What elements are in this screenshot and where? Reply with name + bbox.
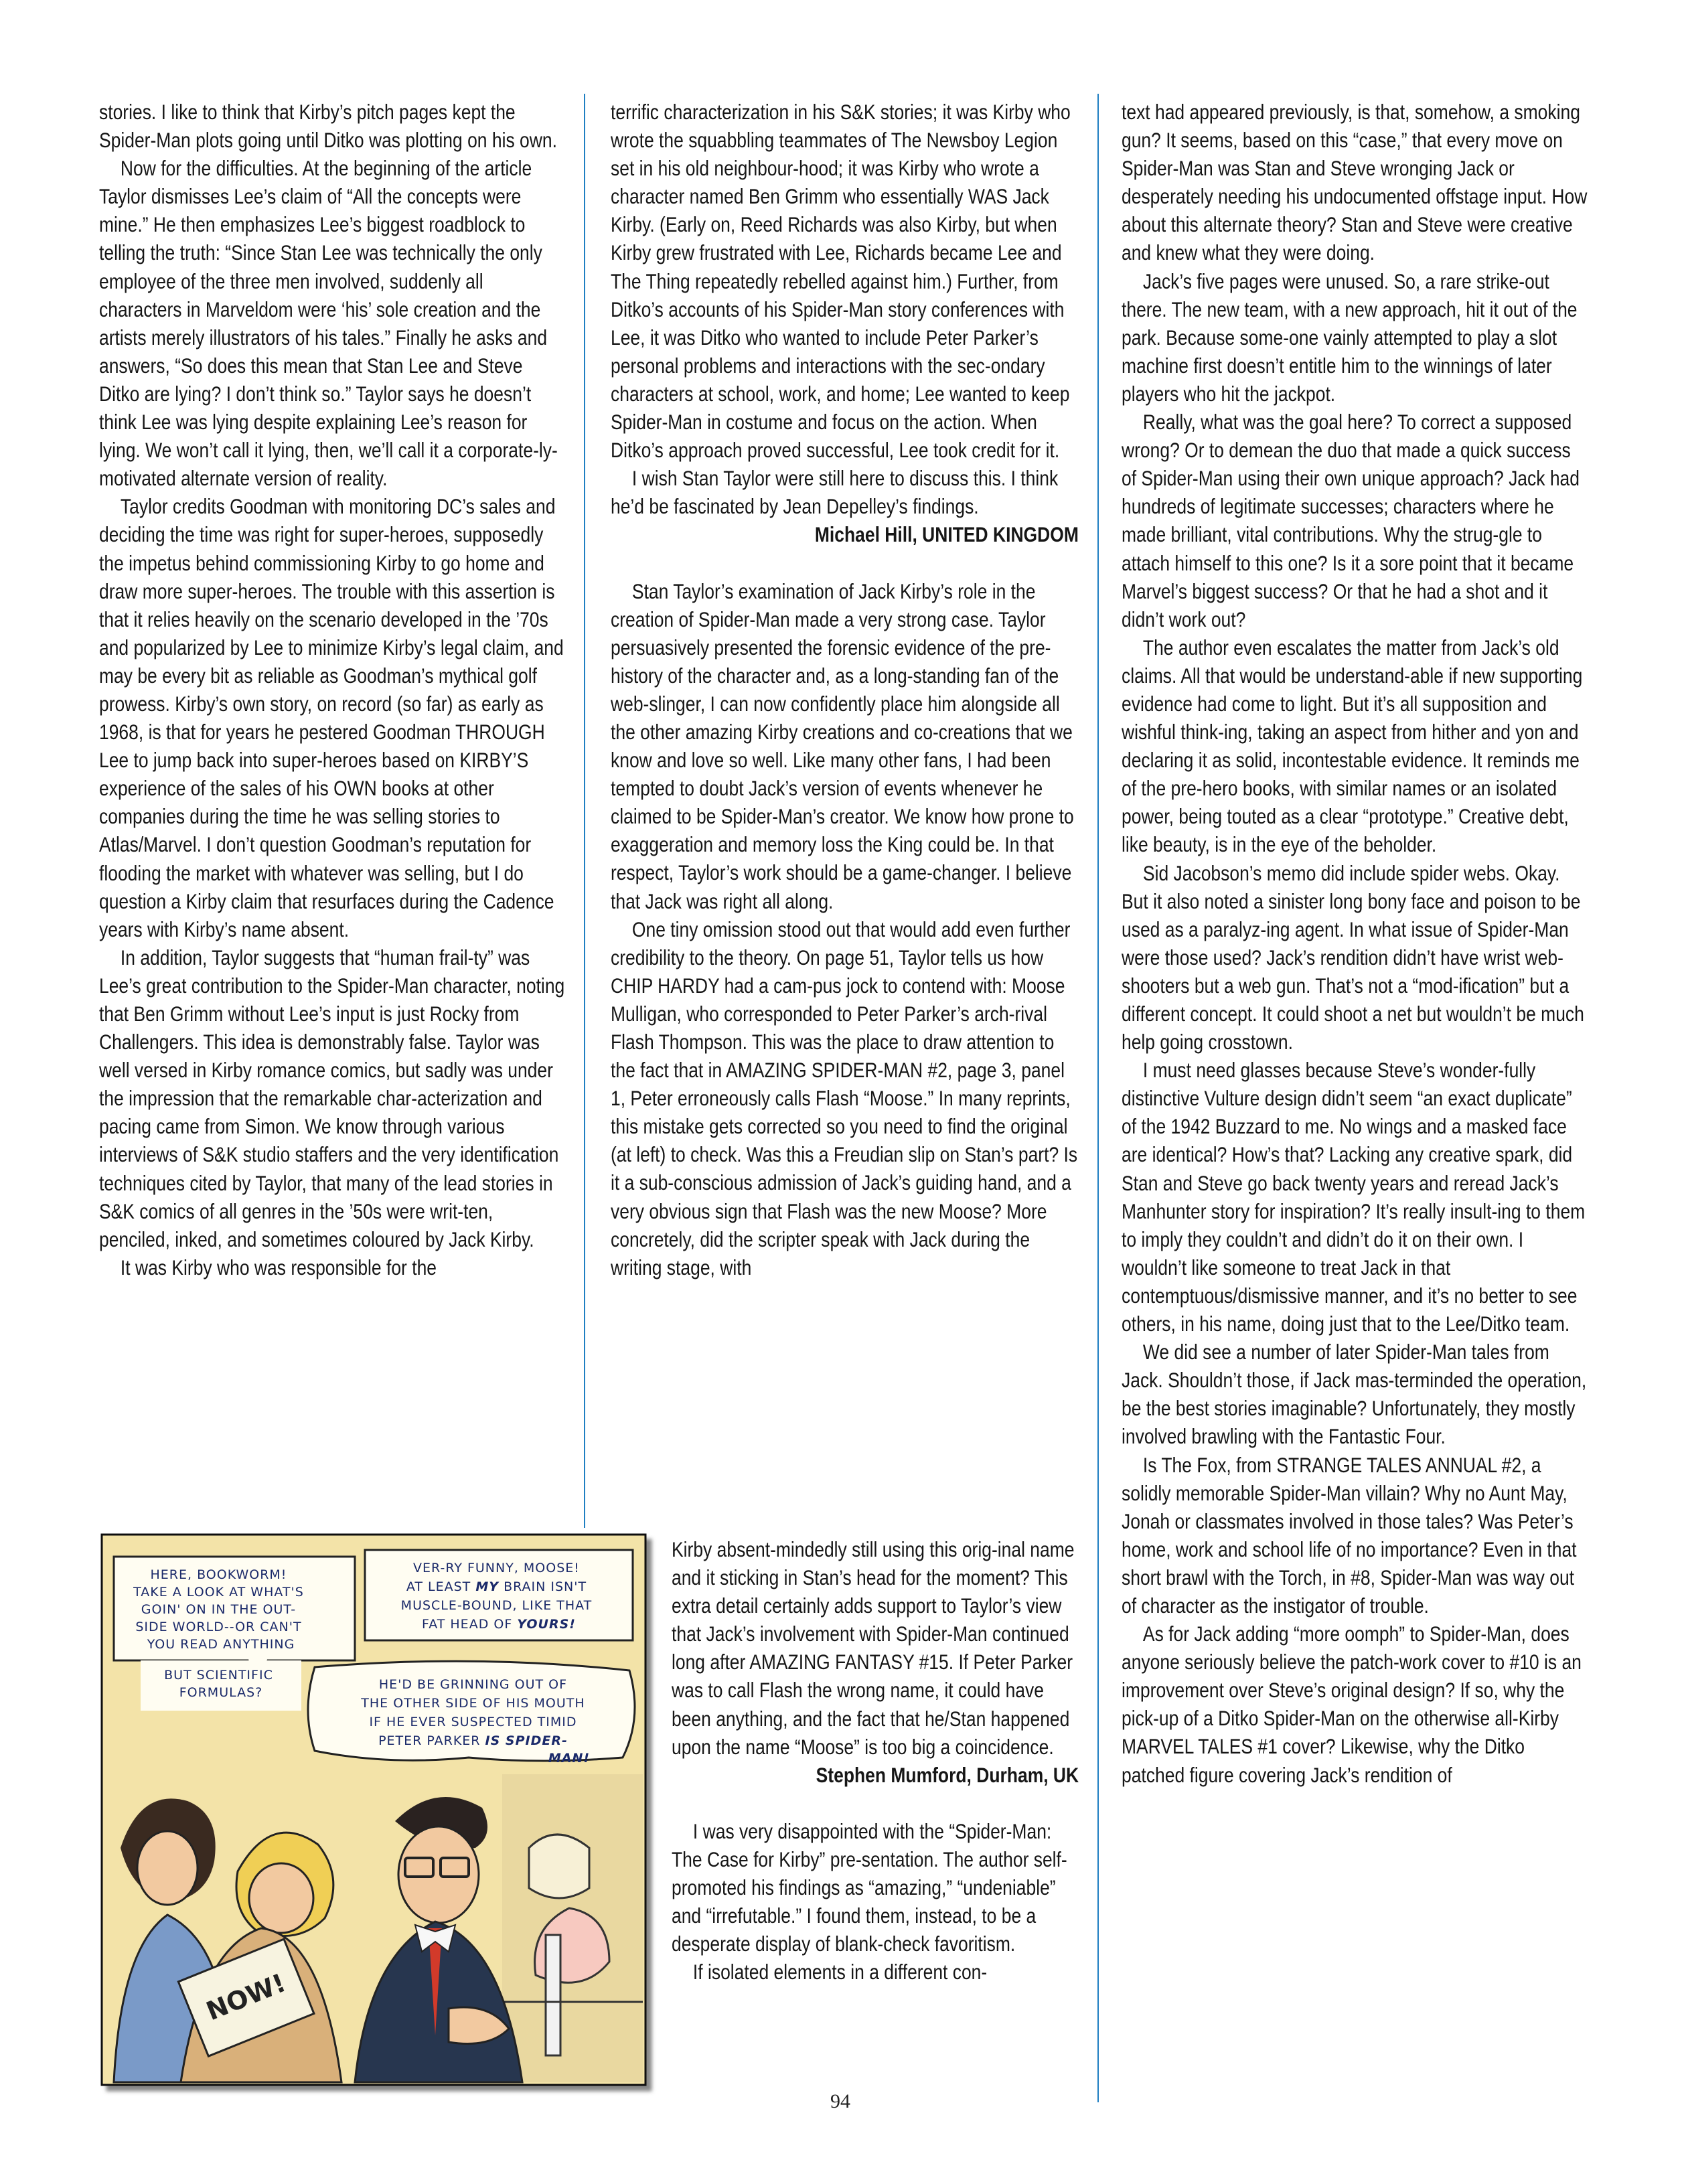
paragraph: Sid Jacobson’s memo did include spider webs. Okay. But it also noted a sinister long bony face and poison to be used as a paralyz-ing agent. In what issue of Spider-Man were those used? Jack’s rendition didn’t have wrist web-shooters but a web gun. That’s not a “mod-ification” but a different concept. It could shoot a net but wouldn’t be much help going crosstown. bbox=[1122, 860, 1584, 1055]
comic-panel-image bbox=[100, 1533, 663, 2102]
letter-signature: Stephen Mumford, Durham, UK bbox=[816, 1762, 1079, 1787]
text-column-2-wrap bbox=[672, 1535, 1079, 1986]
paragraph: Stan Taylor’s examination of Jack Kirby’s role in the creation of Spider-Man made a very strong case. Taylor persuasively presented the forensic evidence of the pre-history of the character and, as a long-standing fan of the web-slinger, I can now confidently place him alongside all the other amazing Kirby creations and co-creations that we know and love so well. Like many other fans, I had been tempted to doubt Jack’s version of events whenever he claimed to be Spider-Man’s creator. We know how prone to exaggeration and memory loss the King could be. In that respect, Taylor’s work should be a game-changer. I believe that Jack was right all along. bbox=[611, 578, 1074, 913]
text-column-1 bbox=[99, 98, 566, 1281]
balloon-1-text: HERE, BOOKWORM! TAKE A LOOK AT WHAT'S GOIN' ON IN THE OUT- SIDE WORLD--OR CAN'T YOU READ ANYTHING bbox=[133, 1567, 304, 1652]
balloon-2-text: VER-RY FUNNY, MOOSE! AT LEAST MY BRAIN ISN'T MUSCLE-BOUND, LIKE THAT FAT HEAD OF YOURS! bbox=[400, 1561, 593, 1632]
paragraph: Is The Fox, from STRANGE TALES ANNUAL #2, a solidly memorable Spider-Man villain? Why no Aunt May, Jonah or classmates involved in those tales? Was Peter’s home, work and school life of no importance? Even in that short brawl with the Torch, in #8, Spider-Man was way out of character as the instigator of trouble. bbox=[1122, 1452, 1577, 1618]
paragraph: Taylor credits Goodman with monitoring DC’s sales and deciding the time was right for super-heroes, supposedly the impetus behind commissioning Kirby to go home and draw more super-heroes. The trouble with this assertion is that it relies heavily on the scenario developed in the ’70s and popularized by Lee to minimize Kirby’s legal claim, and may be every bit as reliable as Goodman’s mythical golf prowess. Kirby’s own story, on record (so far) as early as 1968, is that for years he pestered Goodman THROUGH Lee to jump back into super-heroes based on KIRBY’S experience of the sales of his OWN books at other companies during the time he was selling stories to Atlas/Marvel. I don’t question Goodman’s reputation for flooding the market with whatever was selling, but I do question a Kirby claim that resurfaces during the Cadence years with Kirby’s name absent. bbox=[99, 494, 564, 941]
paragraph: Kirby absent-mindedly still using this orig-inal name and it sticking in Stan’s head for the moment? This extra detail certainly adds support to Taylor’s view that Jack’s involvement with Spider-Man continued long after AMAZING FANTASY #15. If Peter Parker was to call Flash the wrong name, it could have been anything, and the fact that he/Stan happened upon the name “Moose” is too big a coincidence. bbox=[672, 1537, 1075, 1759]
paragraph: We did see a number of later Spider-Man tales from Jack. Shouldn’t those, if Jack mas-terminded the operation, be the best stories imaginable? Unfortunately, they mostly involved brawling with the Fantastic Four. bbox=[1122, 1340, 1587, 1449]
paragraph: It was Kirby who was responsible for the bbox=[120, 1255, 437, 1279]
paragraph: As for Jack adding “more oomph” to Spider-Man, does anyone seriously believe the patch-work cover to #10 is an improvement over Steve’s original design? If so, why the pick-up of a Ditko Spider-Man on the otherwise all-Kirby MARVEL TALES #1 cover? Likewise, why the Ditko patched figure covering Jack’s rendition of bbox=[1122, 1622, 1582, 1787]
paragraph: text had appeared previously, is that, somehow, a smoking gun? It seems, based on this “case,” that every move on Spider-Man was Stan and Steve wronging Jack or desperately needing his undocumented offstage input. How about this alternate theory? Stan and Steve were creative and knew what they were doing. bbox=[1122, 100, 1588, 265]
paragraph: In addition, Taylor suggests that “human frail-ty” was Lee’s great contribution to the Spider-Man character, noting that Ben Grimm without Lee’s input is just Rocky from Challengers. This idea is demonstrably false. Taylor was well versed in Kirby romance comics, but sadly was under the impression that the remarkable char-acterization and pacing came from Simon. We know through various interviews of S&K studio staffers and the very identification techniques cited by Taylor, that many of the lead stories in S&K comics of all genres in the ’50s were writ-ten, penciled, inked, and sometimes coloured by Jack Kirby. bbox=[99, 945, 565, 1251]
paragraph: Really, what was the goal here? To correct a supposed wrong? Or to demean the duo that made a quick success of Spider-Man using their own unique approach? Jack had hundreds of legitimate successes; characters where he made brilliant, vital contributions. Why the strug-gle to attach himself to this one? Is it a sore point that it became Marvel’s biggest success? Or that he had a shot and it didn’t work out? bbox=[1122, 410, 1580, 631]
balloon-1-text-lower: BUT SCIENTIFIC FORMULAS? bbox=[164, 1668, 273, 1700]
paragraph: If isolated elements in a different con- bbox=[692, 1960, 988, 1984]
letter-signature: Michael Hill, UNITED KINGDOM bbox=[814, 522, 1079, 547]
column-rule-right bbox=[1097, 94, 1099, 2102]
page-number: 94 bbox=[830, 2090, 850, 2112]
balloon-3-text: HE'D BE GRINNING OUT OF THE OTHER SIDE OF HIS MOUTH IF HE EVER SUSPECTED TIMID PETER PARKER IS SPIDER- MAN! bbox=[361, 1677, 591, 1766]
paragraph: stories. I like to think that Kirby’s pitch pages kept the Spider-Man plots going until Ditko was plotting on his own. bbox=[99, 100, 557, 153]
text-column-2 bbox=[611, 98, 1079, 1281]
paragraph: One tiny omission stood out that would add even further credibility to the theory. On page 51, Taylor tells us how CHIP HARDY had a cam-pus jock to contend with: Moose Mulligan, who corresponded to Peter Parker’s arch-rival Flash Thompson. This was the place to draw attention to the fact that in AMAZING SPIDER-MAN #2, page 3, panel 1, Peter erroneously calls Flash “Moose.” In many reprints, this mistake gets corrected so you need to find the original (at left) to check. Was this a Freudian slip on Stan’s part? Is it a sub-conscious admission of Jack’s guiding hand, and a very obvious sign that Flash was the new Moose? More concretely, did the scripter speak with Jack during the writing stage, with bbox=[611, 917, 1078, 1279]
paragraph: Jack’s five pages were unused. So, a rare strike-out there. The new team, with a new approach, hit it out of the park. Because some-one vainly attempted to play a slot machine first doesn’t entitle him to the winnings of later players who hit the jackpot. bbox=[1122, 268, 1578, 406]
magazine-title: NOW! bbox=[202, 1968, 290, 2027]
paragraph: Now for the difficulties. At the beginning of the article Taylor dismisses Lee’s claim of “All the concepts were mine.” He then emphasizes Lee’s biggest roadblock to telling the truth: “Since Stan Lee was technically the only employee of the three men involved, suddenly all characters in Marveldom were ‘his’ sole creation and the artists merely illustrators of his tales.” Finally he asks and answers, “So does this mean that Stan Lee and Steve Ditko are lying? I don’t think so.” Taylor says he doesn’t think Lee was lying despite explaining Lee’s reason for lying. We won’t call it lying, then, we’ll call it a corporate-ly-motivated alternate version of reality. bbox=[99, 156, 558, 491]
paragraph: The author even escalates the matter from Jack’s old claims. All that would be understand-able if new supporting evidence had come to light. But it’s all supposition and wishful think-ing, taking an aspect from hither and yon and declaring it as solid, incontestable evidence. It reminds me of the pre-hero books, with similar names or an isolated power, being touted as a clear “prototype.” Creative debt, like beauty, is in the eye of the beholder. bbox=[1122, 635, 1583, 857]
text-column-3 bbox=[1122, 98, 1590, 1789]
paragraph: I was very disappointed with the “Spider-Man: The Case for Kirby” pre-sentation. The author self-promoted his findings as “amazing,” “undeniable” and “irrefutable.” I found them, instead, to be a desperate display of blank-check favoritism. bbox=[672, 1818, 1067, 1956]
paragraph: terrific characterization in his S&K stories; it was Kirby who wrote the squabbling teammates of The Newsboy Legion set in his old neighbour-hood; it was Kirby who wrote a character named Ben Grimm who essentially WAS Jack Kirby. (Early on, Reed Richards was also Kirby, but when Kirby grew frustrated with Lee, Richards became Lee and The Thing repeatedly rebelled against him.) Further, from Ditko’s accounts of his Spider-Man story conferences with Lee, it was Ditko who wanted to include Peter Parker’s personal problems and interactions with the sec-ondary characters at school, work, and home; Lee wanted to keep Spider-Man in costume and focus on the action. When Ditko’s approach proved successful, Lee took credit for it. bbox=[611, 100, 1071, 463]
paragraph: I wish Stan Taylor were still here to discuss this. I think he’d be fascinated by Jean Depelley’s findings. bbox=[611, 466, 1059, 519]
column-rule-left bbox=[584, 94, 585, 1528]
paragraph: I must need glasses because Steve’s wonder-fully distinctive Vulture design didn’t seem “an exact duplicate” of the 1942 Buzzard to me. No wings and a masked face are identical? How’s that? Lacking any creative spark, did Stan and Steve go back twenty years and reread Jack’s Manhunter story for inspiration? It’s really insult-ing to them to imply they couldn’t and didn’t do it on their own. I wouldn’t like someone to treat Jack in that contemptuous/dismissive manner, and it’s no better to see others, in his name, doing just that to the Lee/Ditko team. bbox=[1122, 1058, 1586, 1336]
